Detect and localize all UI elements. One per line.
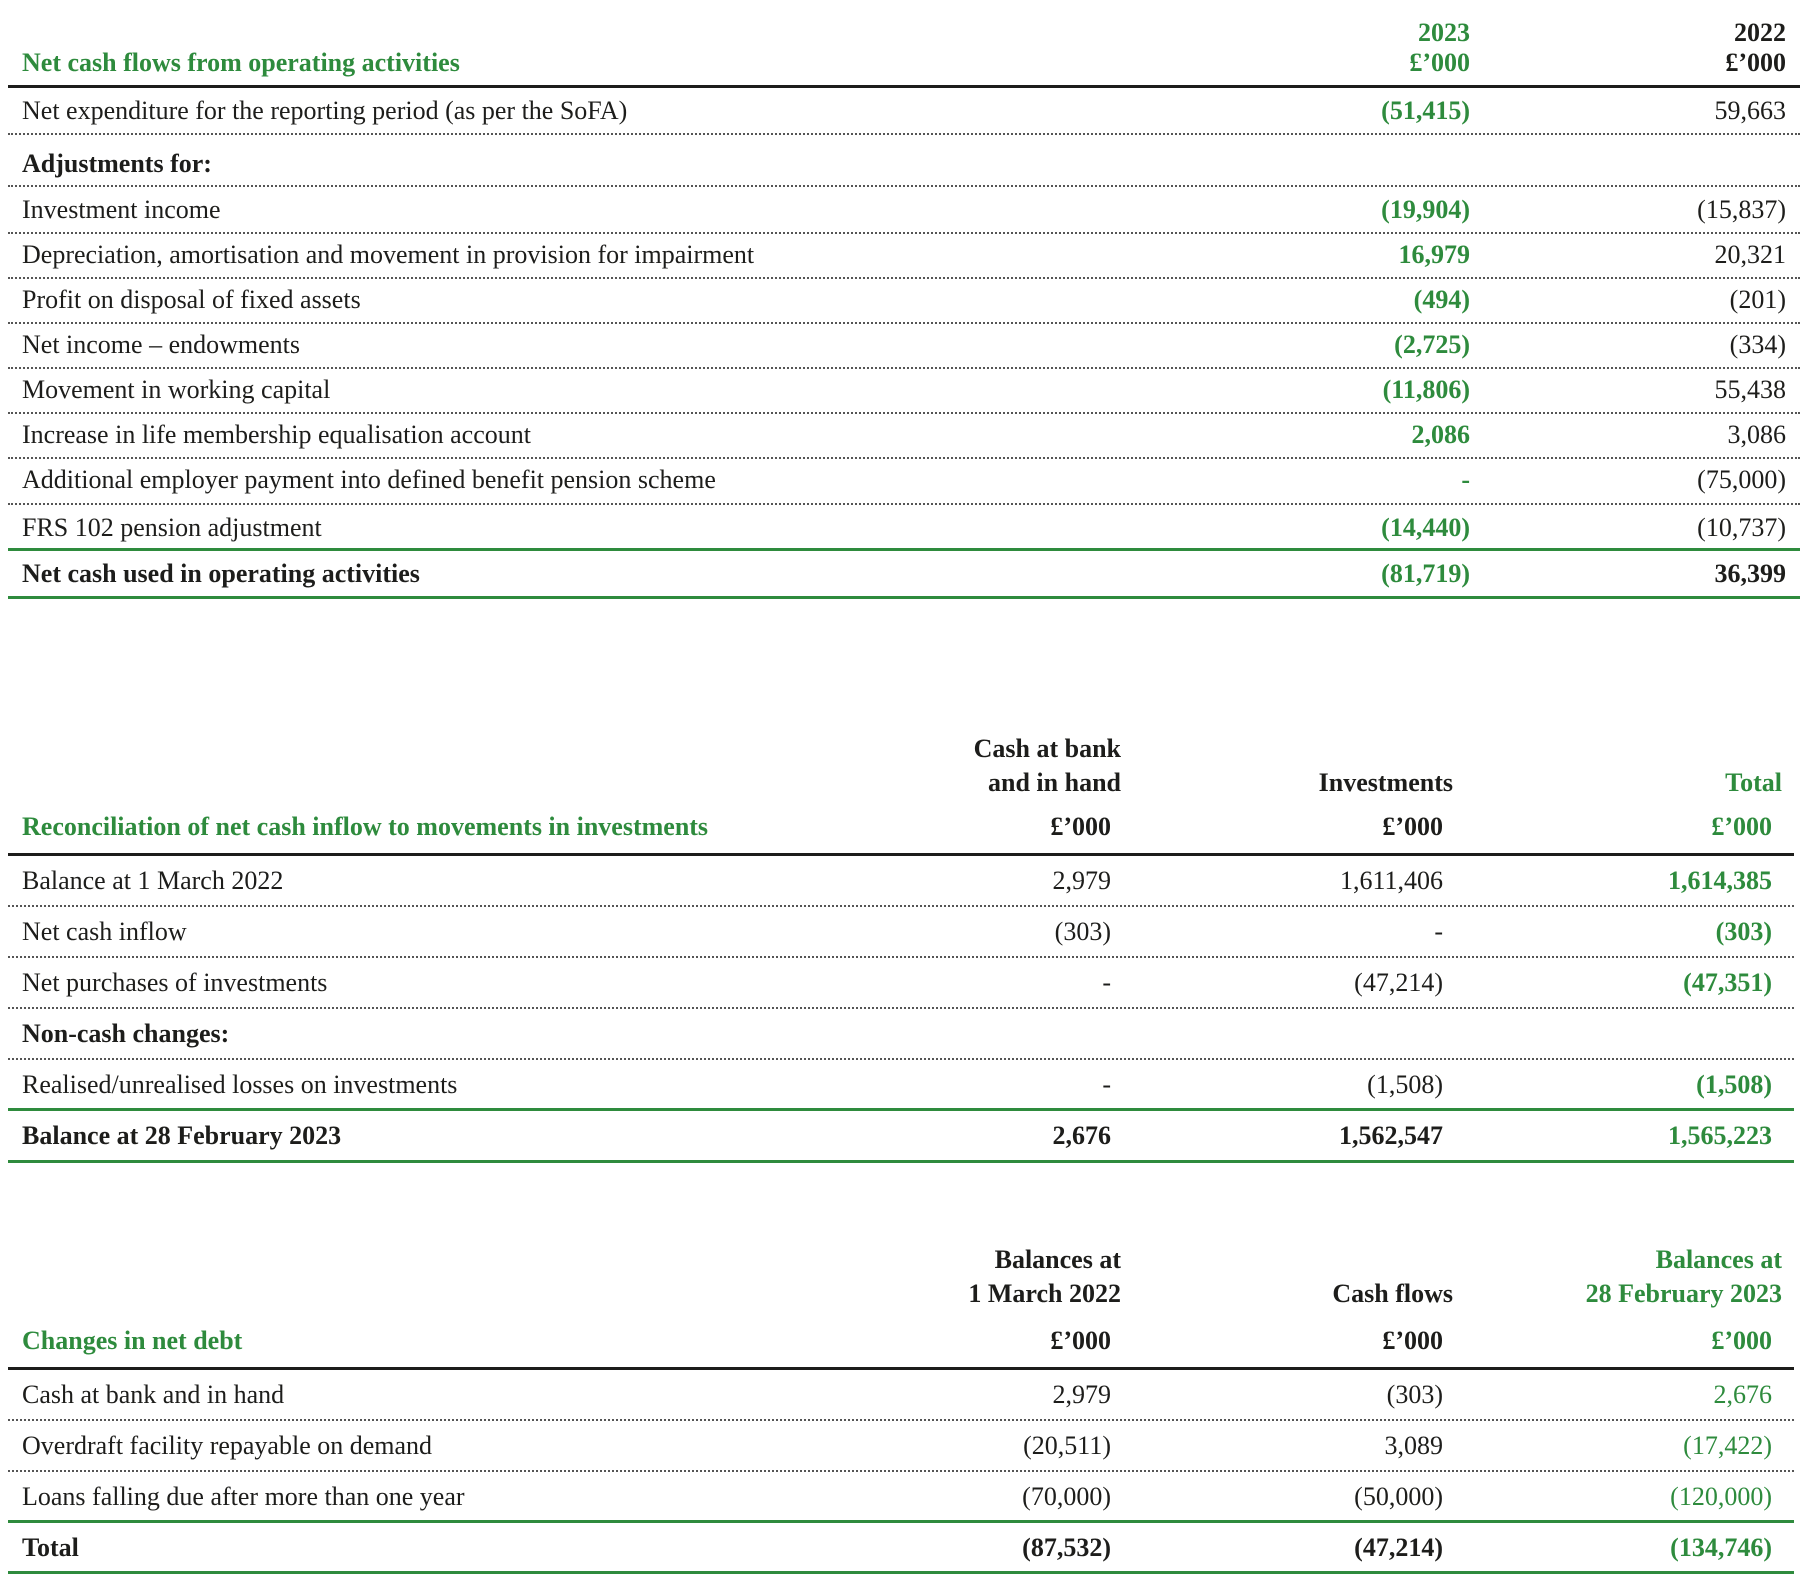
value-flows: (50,000) (1354, 1482, 1443, 1511)
row-label: Adjustments for: (22, 149, 212, 178)
header-closing-balance (1586, 1243, 1782, 1311)
value-closing: (17,422) (1683, 1431, 1772, 1460)
value-2023: 16,979 (1398, 240, 1470, 269)
row-label: Profit on disposal of fixed assets (22, 285, 361, 314)
header-cash-line-2: and in hand (988, 768, 1121, 797)
table-row (8, 414, 1800, 459)
value-closing: 2,676 (1713, 1380, 1772, 1409)
table-title: Changes in net debt (22, 1326, 243, 1355)
total-value-2022: 36,399 (1714, 559, 1786, 588)
header-cash-line-1: Cash at bank (973, 734, 1121, 763)
value-total: (47,351) (1683, 968, 1772, 997)
column-year-2023: 2023 (1418, 18, 1470, 47)
table-row (8, 505, 1800, 551)
value-cash: - (1102, 1070, 1111, 1099)
header-cash-flows: Cash flows (1332, 1279, 1453, 1308)
table-row (8, 1472, 1794, 1523)
row-label: Net purchases of investments (22, 968, 328, 997)
total-investments: 1,562,547 (1339, 1121, 1443, 1150)
table-row (8, 1009, 1794, 1060)
value-investments: (47,214) (1354, 968, 1443, 997)
table-row (8, 459, 1800, 505)
value-2022: 3,086 (1727, 420, 1786, 449)
header-opening-line-1: Balances at (994, 1245, 1121, 1274)
column-year-2022: 2022 (1734, 18, 1786, 47)
value-opening: (70,000) (1022, 1482, 1111, 1511)
table-row (8, 907, 1794, 958)
header-total: Total (1725, 768, 1782, 797)
table-total-row (8, 551, 1800, 599)
header-opening-balance (968, 1243, 1121, 1311)
value-2023: (11,806) (1382, 375, 1470, 404)
row-label: Net expenditure for the reporting period (as per the SoFA) (22, 96, 628, 125)
value-total: (303) (1715, 917, 1772, 946)
table-row (8, 187, 1800, 234)
table-row (8, 324, 1800, 369)
table-total-row (8, 1523, 1794, 1574)
reconciliation-table (8, 808, 1794, 1163)
unit-total: £’000 (1711, 812, 1772, 841)
value-2023: (14,440) (1381, 513, 1470, 542)
total-label: Balance at 28 February 2023 (22, 1121, 342, 1150)
row-label: FRS 102 pension adjustment (22, 513, 322, 542)
row-label: Overdraft facility repayable on demand (22, 1431, 433, 1460)
value-flows: 3,089 (1384, 1431, 1443, 1460)
table-header (8, 1320, 1794, 1370)
table-row (8, 1370, 1794, 1421)
value-2023: 2,086 (1411, 420, 1470, 449)
value-2023: (2,725) (1394, 330, 1470, 359)
header-closing-line-2: 28 February 2023 (1585, 1279, 1782, 1308)
total-value-2023: (81,719) (1381, 559, 1470, 588)
total-total: 1,565,223 (1668, 1121, 1772, 1150)
row-label: Non-cash changes: (22, 1019, 230, 1048)
value-2022: (75,000) (1697, 465, 1786, 494)
row-label: Investment income (22, 195, 221, 224)
value-investments: - (1434, 917, 1443, 946)
row-label: Net income – endowments (22, 330, 300, 359)
unit-closing: £’000 (1711, 1326, 1772, 1355)
value-opening: 2,979 (1052, 1380, 1111, 1409)
table-row (8, 234, 1800, 279)
value-2022: 59,663 (1714, 96, 1786, 125)
value-cash: 2,979 (1052, 866, 1111, 895)
row-label: Net cash inflow (22, 917, 187, 946)
operating-cash-flows-table (8, 18, 1800, 599)
value-cash: - (1102, 968, 1111, 997)
table-row (8, 1421, 1794, 1472)
value-2023: (19,904) (1381, 195, 1470, 224)
value-2022: (201) (1729, 285, 1786, 314)
value-2022: 55,438 (1714, 375, 1786, 404)
table-row (8, 958, 1794, 1009)
column-unit-2022: £’000 (1725, 48, 1786, 77)
total-label: Net cash used in operating activities (22, 559, 420, 588)
unit-opening: £’000 (1050, 1326, 1111, 1355)
value-2023: - (1461, 465, 1470, 494)
total-label: Total (22, 1533, 79, 1562)
header-opening-line-2: 1 March 2022 (968, 1279, 1121, 1308)
value-opening: (20,511) (1023, 1431, 1111, 1460)
header-closing-line-1: Balances at (1655, 1245, 1782, 1274)
table-title: Reconciliation of net cash inflow to movements in investments (22, 812, 709, 841)
table-row (8, 1060, 1794, 1111)
value-2022: 20,321 (1714, 240, 1786, 269)
table-row (8, 279, 1800, 324)
row-label: Additional employer payment into defined benefit pension scheme (22, 465, 716, 494)
value-total: 1,614,385 (1668, 866, 1772, 895)
value-2023: (51,415) (1381, 96, 1470, 125)
value-2022: (334) (1729, 330, 1786, 359)
row-label: Movement in working capital (22, 375, 331, 404)
header-investments: Investments (1318, 768, 1453, 797)
header-cash-at-bank (974, 732, 1121, 800)
row-label: Realised/unrealised losses on investments (22, 1070, 458, 1099)
value-2022: (10,737) (1697, 513, 1786, 542)
table-title: Net cash flows from operating activities (22, 48, 460, 77)
value-2022: (15,837) (1697, 195, 1786, 224)
table-header (8, 18, 1800, 88)
table-header (8, 808, 1794, 856)
table-row (8, 135, 1800, 187)
row-label: Balance at 1 March 2022 (22, 866, 284, 895)
table-row (8, 369, 1800, 414)
table-total-row (8, 1111, 1794, 1163)
row-label: Depreciation, amortisation and movement in provision for impairment (22, 240, 755, 269)
value-flows: (303) (1386, 1380, 1443, 1409)
total-flows: (47,214) (1354, 1533, 1443, 1562)
row-label: Increase in life membership equalisation account (22, 420, 531, 449)
value-total: (1,508) (1696, 1070, 1772, 1099)
net-debt-table (8, 1320, 1794, 1574)
value-closing: (120,000) (1670, 1482, 1772, 1511)
unit-investments: £’000 (1382, 812, 1443, 841)
value-investments: 1,611,406 (1339, 866, 1443, 895)
unit-flows: £’000 (1382, 1326, 1443, 1355)
table-row (8, 88, 1800, 135)
value-2023: (494) (1413, 285, 1470, 314)
row-label: Cash at bank and in hand (22, 1380, 285, 1409)
unit-cash: £’000 (1050, 812, 1111, 841)
row-label: Loans falling due after more than one year (22, 1482, 465, 1511)
value-cash: (303) (1054, 917, 1111, 946)
value-investments: (1,508) (1367, 1070, 1443, 1099)
table-row (8, 856, 1794, 907)
column-unit-2023: £’000 (1409, 48, 1470, 77)
total-cash: 2,676 (1052, 1121, 1111, 1150)
total-closing: (134,746) (1670, 1533, 1772, 1562)
total-opening: (87,532) (1022, 1533, 1111, 1562)
